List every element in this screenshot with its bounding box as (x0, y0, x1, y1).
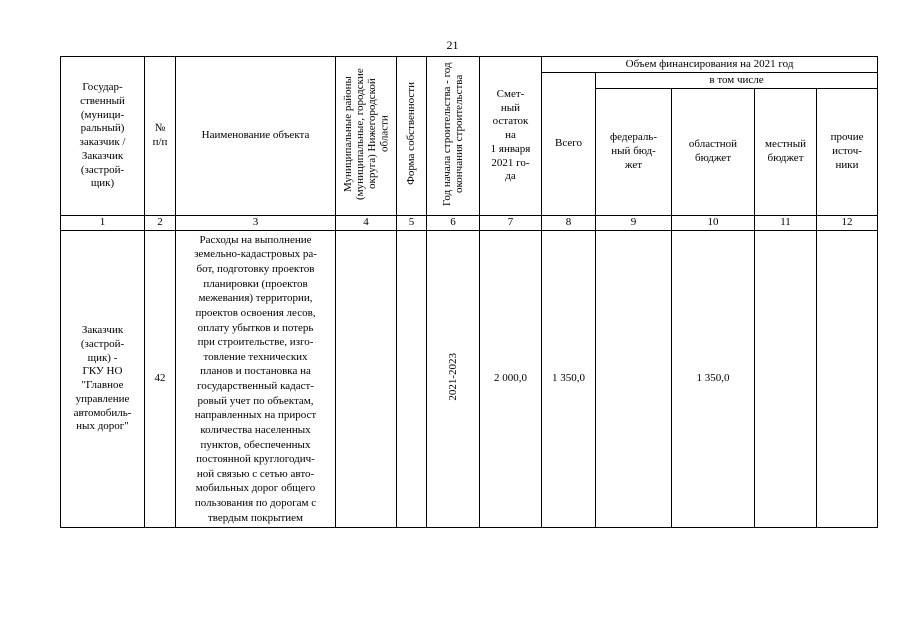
row-federal-budget (596, 231, 672, 528)
column-number: 6 (427, 216, 480, 231)
column-number: 1 (61, 216, 145, 231)
column-number: 4 (336, 216, 397, 231)
header-including: в том числе (596, 73, 878, 89)
column-number: 8 (542, 216, 596, 231)
row-customer: Заказчик (застрой- щик) - ГКУ НО "Главное управление автомобиль- ных дорог" (61, 231, 145, 528)
construction-years-label: Год начала строительства - год окончания строительства (440, 61, 465, 206)
header-estimated-balance: Смет- ный остаток на 1 января 2021 го- да (480, 57, 542, 216)
row-object-name: Расходы на выполнение земельно-кадастровых ра- бот, подготовку проектов планировки (проектов межевания) территории, проектов освоения лесов, оплату убытков и потерь при строительстве, изго- товление технических планов и постановка на государственный кадаст- ровый учет по объектам, направленных на прирост количества населенных пунктов, обеспеченных постоянной круглогодич- ной связью с сетью авто- мобильных дорог общего пользования по дорогам с твердым покрытием (176, 231, 336, 528)
column-number: 5 (397, 216, 427, 231)
row-ownership-form (397, 231, 427, 528)
header-other-sources: прочие источ- ники (817, 89, 878, 216)
row-local-budget (755, 231, 817, 528)
header-number: № п/п (145, 57, 176, 216)
financing-table (60, 56, 878, 528)
column-number: 12 (817, 216, 878, 231)
column-number: 2 (145, 216, 176, 231)
municipal-districts-label: Муниципальные районы (муниципальные, городские округа) Нижегородской области (341, 67, 391, 200)
header-regional-budget: областной бюджет (672, 89, 755, 216)
header-local-budget: местный бюджет (755, 89, 817, 216)
row-estimated-balance: 2 000,0 (480, 231, 542, 528)
header-ownership-form (397, 57, 427, 216)
header-financing-volume: Объем финансирования на 2021 год (542, 57, 878, 73)
row-municipal-districts (336, 231, 397, 528)
header-customer: Государ- ственный (муници- pальный) заказчик / Заказчик (застрой- щик) (61, 57, 145, 216)
row-other-sources (817, 231, 878, 528)
column-number: 11 (755, 216, 817, 231)
column-number: 9 (596, 216, 672, 231)
row-number: 42 (145, 231, 176, 528)
row-total: 1 350,0 (542, 231, 596, 528)
column-numbers-row (61, 216, 878, 231)
header-municipal-districts (336, 57, 397, 216)
header-object-name: Наименование объекта (176, 57, 336, 216)
page-number: 21 (446, 38, 459, 52)
column-number: 7 (480, 216, 542, 231)
header-construction-years (427, 57, 480, 216)
column-number: 3 (176, 216, 336, 231)
column-number: 10 (672, 216, 755, 231)
table-row (61, 231, 878, 528)
ownership-form-label: Форма собственности (405, 82, 418, 186)
header-total: Всего (542, 73, 596, 216)
row-regional-budget: 1 350,0 (672, 231, 755, 528)
row-construction-years: 2021-2023 (446, 352, 459, 401)
header-federal-budget: федераль- ный бюд- жет (596, 89, 672, 216)
row-construction-years-cell (427, 231, 480, 528)
